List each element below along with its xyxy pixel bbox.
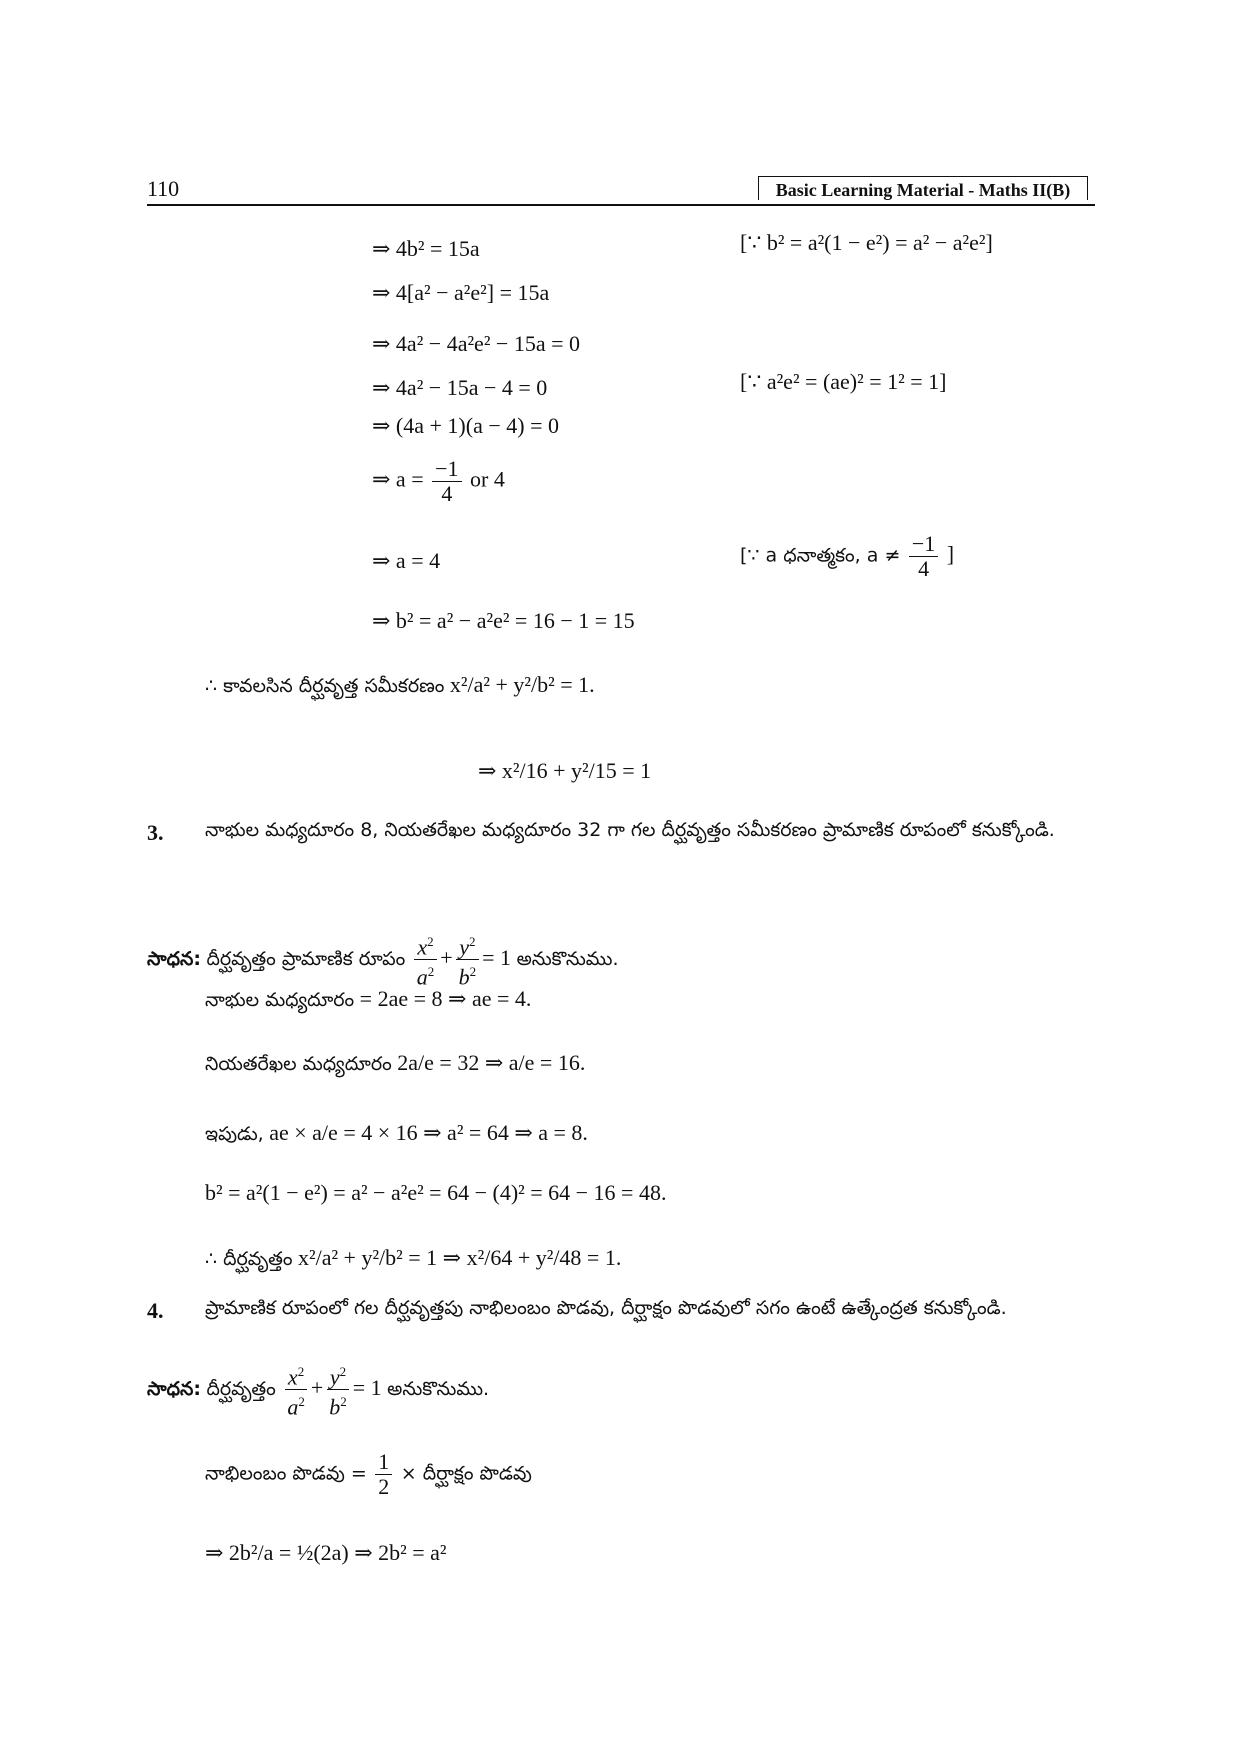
step-line-4 xyxy=(372,375,547,401)
step-suffix: or 4 xyxy=(470,466,505,492)
question-text: నాభుల మధ్యదూరం 8, నియతరేఖల మధ్యదూరం 32 గా గల దీర్ఘవృత్తం సమీకరణం ప్రామాణిక రూపంలో కనుక్కోండి. xyxy=(205,819,1055,841)
solution-math: 2a/e = 32 ⇒ a/e = 16. xyxy=(397,1050,586,1075)
step-line-1 xyxy=(372,236,480,262)
note-text: [∵ b² = a²(1 − e²) = a² − a²e²] xyxy=(740,230,993,255)
solution-math: ⇒ 2b²/a = ½(2a) ⇒ 2b² = a² xyxy=(205,1540,447,1565)
solution-text: నాభుల మధ్యదూరం xyxy=(205,989,355,1011)
equation: x²/a² + y²/b² = 1. xyxy=(449,672,595,697)
step-line-7 xyxy=(372,548,440,574)
fraction-x2-a2: $\frac{x^2}{a^2}$ xyxy=(284,1360,308,1420)
solution-math: x²/a² + y²/b² = 1 ⇒ x²/64 + y²/48 = 1. xyxy=(297,1245,622,1270)
question-number: 3. xyxy=(147,820,164,845)
step-line-6 xyxy=(372,457,505,506)
solution-text: దీర్ఘవృత్తం xyxy=(206,1377,276,1400)
solution-text-2: × దీర్ఘాక్షం పొడవు xyxy=(400,1462,532,1485)
step-text: ⇒ 4a² − 15a − 4 = 0 xyxy=(372,375,548,400)
solution-math: b² = a²(1 − e²) = a² − a²e² = 64 − (4)² = 64 − 16 = 48. xyxy=(205,1180,667,1205)
step-text: ⇒ 4a² − 4a²e² − 15a = 0 xyxy=(372,331,581,356)
step-text: ⇒ a = 4 xyxy=(372,548,441,573)
solution-text: ∴ దీర్ఘవృత్తం xyxy=(205,1248,293,1270)
step-text: ⇒ 4b² = 15a xyxy=(372,236,480,261)
solution-math: = 2ae = 8 ⇒ ae = 4. xyxy=(359,986,532,1011)
step-line-3 xyxy=(372,331,580,357)
step-prefix: ⇒ a = xyxy=(372,466,424,492)
solution-suffix: అనుకొనుము. xyxy=(387,1377,490,1400)
note-prefix: [∵ a ధనాత్మకం, a ≠ xyxy=(740,544,901,567)
solution-text: దీర్ఘవృత్తం ప్రామాణిక రూపం xyxy=(206,947,406,970)
solution-label: సాధన: xyxy=(147,947,201,970)
step-line-9 xyxy=(205,672,595,699)
solution-line-2 xyxy=(205,1450,532,1499)
step-prefix: ∴ కావలసిన దీర్ఘవృత్త సమీకరణం xyxy=(205,675,445,697)
solution-line-3 xyxy=(205,1540,447,1566)
solution-line-1: సాధన: దీర్ఘవృత్తం $\frac{x^2}{a^2}$ + $\frac{y^2}{b^2}$ = 1 అనుకొనుము. xyxy=(147,1360,489,1420)
note-suffix: ] xyxy=(946,541,955,567)
fraction-y2-b2: $\frac{y^2}{b^2}$ xyxy=(326,1360,350,1420)
solution-math: ae × a/e = 4 × 16 ⇒ a² = 64 ⇒ a = 8. xyxy=(269,1120,588,1145)
question-text: ప్రామాణిక రూపంలో గల దీర్ఘవృత్తపు నాభిలంబం పొడవు, దీర్ఘాక్షం పొడవులో సగం ఉంటే ఉత్కేంద్రత కనుక్కోండి. xyxy=(205,1297,1007,1319)
solution-text: నియతరేఖల మధ్యదూరం xyxy=(205,1053,392,1075)
solution-line-6 xyxy=(205,1245,621,1272)
solution-label: సాధన: xyxy=(147,1377,201,1400)
step-text: ⇒ b² = a² − a²e² = 16 − 1 = 15 xyxy=(372,608,635,633)
step-line-8 xyxy=(372,608,635,634)
solution-text: ఇపుడు, xyxy=(205,1123,264,1145)
fraction-denominator: 4 xyxy=(918,556,930,581)
page-number: 110 xyxy=(147,176,180,201)
fraction-half: $\frac{1}{2}$ xyxy=(375,1450,392,1499)
solution-suffix: అనుకొనుము. xyxy=(516,947,619,970)
fraction-numerator: −1 xyxy=(432,457,461,482)
running-header-title: Basic Learning Material - Maths II(B) xyxy=(758,176,1088,200)
step-text: ⇒ (4a + 1)(a − 4) = 0 xyxy=(372,413,559,438)
question-number: 4. xyxy=(147,1298,164,1323)
solution-text: నాభిలంబం పొడవు = xyxy=(205,1462,367,1485)
solution-line-5 xyxy=(205,1180,666,1206)
step-line-2 xyxy=(372,280,549,306)
solution-line-1: సాధన: దీర్ఘవృత్తం ప్రామాణిక రూపం $\frac{x^2}{a^2}$ + $\frac{y^2}{b^2}$ = 1 అనుకొనుము. xyxy=(147,930,619,990)
note-text: [∵ a²e² = (ae)² = 1² = 1] xyxy=(740,369,947,394)
solution-line-2 xyxy=(205,986,531,1013)
fraction-x2-a2: $\frac{x^2}{a^2}$ xyxy=(414,930,438,990)
fraction xyxy=(432,457,461,506)
step-note-3 xyxy=(740,532,954,581)
header-rule xyxy=(147,204,1095,206)
fraction-denominator: 4 xyxy=(441,481,453,506)
step-note-1 xyxy=(740,230,993,256)
step-line-10 xyxy=(478,758,651,784)
equation: ⇒ x²/16 + y²/15 = 1 xyxy=(478,758,652,783)
step-note-2 xyxy=(740,369,946,395)
step-line-5 xyxy=(372,413,559,439)
fraction xyxy=(909,532,938,581)
fraction-y2-b2: $\frac{y^2}{b^2}$ xyxy=(456,930,480,990)
solution-line-4 xyxy=(205,1120,588,1147)
solution-line-3 xyxy=(205,1050,585,1077)
fraction-numerator: −1 xyxy=(909,532,938,557)
step-text: ⇒ 4[a² − a²e²] = 15a xyxy=(372,280,550,305)
